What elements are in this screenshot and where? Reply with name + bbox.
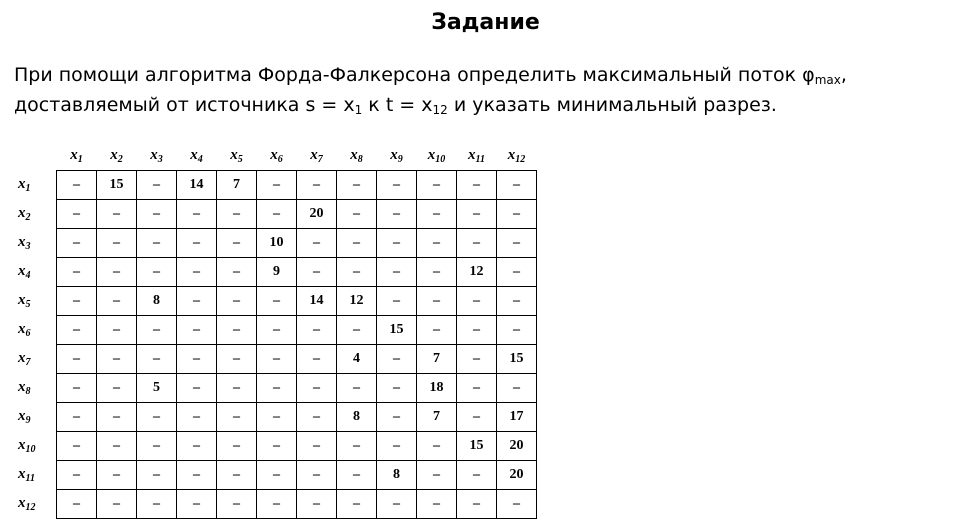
matrix-cell: 8 bbox=[377, 461, 417, 490]
matrix-cell: – bbox=[337, 171, 377, 200]
column-header bbox=[137, 142, 177, 171]
matrix-cell: – bbox=[97, 200, 137, 229]
row-header bbox=[14, 287, 57, 316]
row-header-index: 6 bbox=[25, 328, 31, 339]
matrix-cell: – bbox=[137, 316, 177, 345]
table-row bbox=[14, 171, 537, 200]
matrix-cell: – bbox=[137, 432, 177, 461]
row-header-index: 2 bbox=[25, 212, 31, 223]
column-header-index: 3 bbox=[157, 154, 163, 165]
matrix-cell: – bbox=[417, 490, 457, 519]
matrix-cell: 17 bbox=[497, 403, 537, 432]
matrix-cell: 20 bbox=[297, 200, 337, 229]
matrix-cell: – bbox=[217, 287, 257, 316]
matrix-cell: – bbox=[177, 200, 217, 229]
matrix-cell: – bbox=[457, 461, 497, 490]
matrix-cell: – bbox=[377, 432, 417, 461]
matrix-cell: – bbox=[177, 432, 217, 461]
row-header-var: x bbox=[18, 495, 26, 511]
row-header bbox=[14, 229, 57, 258]
matrix-cell: – bbox=[57, 490, 97, 519]
capacity-matrix bbox=[14, 142, 537, 519]
column-header-index: 1 bbox=[77, 154, 83, 165]
row-header-var: x bbox=[18, 205, 26, 221]
sink-subscript: 12 bbox=[432, 103, 448, 117]
column-header-var: x bbox=[270, 147, 278, 163]
matrix-cell: – bbox=[457, 200, 497, 229]
matrix-cell: – bbox=[337, 229, 377, 258]
matrix-cell: – bbox=[177, 374, 217, 403]
task-line-2-text-a: доставляемый от источника s = x bbox=[14, 94, 355, 116]
matrix-cell: – bbox=[257, 200, 297, 229]
matrix-cell: – bbox=[497, 316, 537, 345]
matrix-cell: – bbox=[217, 229, 257, 258]
matrix-cell: – bbox=[337, 374, 377, 403]
column-header bbox=[417, 142, 457, 171]
row-header-var: x bbox=[18, 292, 26, 308]
column-header bbox=[57, 142, 97, 171]
matrix-cell: – bbox=[137, 403, 177, 432]
row-header bbox=[14, 345, 57, 374]
matrix-cell: – bbox=[177, 316, 217, 345]
row-header-index: 1 bbox=[25, 183, 31, 194]
column-header bbox=[377, 142, 417, 171]
matrix-cell: – bbox=[177, 287, 217, 316]
matrix-cell: 7 bbox=[417, 403, 457, 432]
matrix-cell: – bbox=[417, 258, 457, 287]
matrix-cell: 20 bbox=[497, 461, 537, 490]
table-row bbox=[14, 490, 537, 519]
column-header bbox=[177, 142, 217, 171]
table-row bbox=[14, 461, 537, 490]
matrix-cell: – bbox=[417, 171, 457, 200]
matrix-cell: 12 bbox=[337, 287, 377, 316]
row-header-index: 9 bbox=[25, 415, 31, 426]
matrix-cell: – bbox=[217, 200, 257, 229]
matrix-cell: – bbox=[297, 432, 337, 461]
task-statement bbox=[14, 60, 874, 120]
matrix-cell: 7 bbox=[417, 345, 457, 374]
matrix-cell: 10 bbox=[257, 229, 297, 258]
row-header-var: x bbox=[18, 234, 26, 250]
matrix-cell: – bbox=[57, 461, 97, 490]
matrix-cell: – bbox=[377, 403, 417, 432]
matrix-cell: – bbox=[97, 374, 137, 403]
matrix-cell: – bbox=[97, 403, 137, 432]
table-row bbox=[14, 403, 537, 432]
matrix-cell: 15 bbox=[377, 316, 417, 345]
matrix-cell: – bbox=[417, 200, 457, 229]
table-row bbox=[14, 316, 537, 345]
matrix-cell: – bbox=[297, 229, 337, 258]
matrix-cell: – bbox=[57, 345, 97, 374]
matrix-cell: – bbox=[257, 490, 297, 519]
column-header-var: x bbox=[190, 147, 198, 163]
matrix-cell: – bbox=[337, 258, 377, 287]
row-header-index: 5 bbox=[25, 299, 31, 310]
matrix-cell: – bbox=[497, 490, 537, 519]
matrix-cell: – bbox=[297, 258, 337, 287]
matrix-cell: – bbox=[297, 374, 337, 403]
matrix-cell: – bbox=[417, 461, 457, 490]
matrix-body bbox=[14, 171, 537, 519]
matrix-cell: – bbox=[137, 345, 177, 374]
capacity-table bbox=[14, 142, 537, 519]
task-line-2-text-b: к t = x bbox=[362, 94, 433, 116]
column-header-index: 8 bbox=[357, 154, 363, 165]
task-line-1-text: При помощи алгоритма Форда-Фалкерсона определить максимальный поток φ bbox=[14, 64, 815, 86]
matrix-cell: – bbox=[497, 258, 537, 287]
matrix-cell: 20 bbox=[497, 432, 537, 461]
row-header bbox=[14, 432, 57, 461]
matrix-cell: – bbox=[257, 461, 297, 490]
row-header-index: 7 bbox=[25, 357, 31, 368]
matrix-cell: – bbox=[377, 258, 417, 287]
matrix-cell: – bbox=[97, 490, 137, 519]
matrix-cell: – bbox=[497, 229, 537, 258]
column-header-var: x bbox=[350, 147, 358, 163]
column-header bbox=[337, 142, 377, 171]
matrix-cell: – bbox=[217, 345, 257, 374]
row-header-index: 10 bbox=[25, 444, 36, 455]
matrix-cell: – bbox=[297, 490, 337, 519]
matrix-cell: – bbox=[377, 229, 417, 258]
matrix-cell: – bbox=[97, 461, 137, 490]
column-header-var: x bbox=[110, 147, 118, 163]
matrix-cell: 7 bbox=[217, 171, 257, 200]
row-header bbox=[14, 461, 57, 490]
column-header-var: x bbox=[468, 147, 476, 163]
matrix-cell: – bbox=[417, 229, 457, 258]
row-header bbox=[14, 403, 57, 432]
matrix-cell: – bbox=[137, 490, 177, 519]
matrix-cell: – bbox=[177, 345, 217, 374]
row-header-index: 4 bbox=[25, 270, 31, 281]
matrix-cell: – bbox=[137, 461, 177, 490]
row-header-index: 11 bbox=[25, 473, 35, 484]
column-header-index: 2 bbox=[117, 154, 123, 165]
source-subscript: 1 bbox=[354, 103, 363, 117]
matrix-cell: 12 bbox=[457, 258, 497, 287]
row-header bbox=[14, 490, 57, 519]
matrix-cell: – bbox=[97, 345, 137, 374]
row-header bbox=[14, 258, 57, 287]
matrix-cell: – bbox=[457, 374, 497, 403]
row-header-var: x bbox=[18, 321, 26, 337]
row-header-var: x bbox=[18, 408, 26, 424]
matrix-cell: – bbox=[297, 403, 337, 432]
task-line-2-text-c: и указать минимальный разрез. bbox=[447, 94, 777, 116]
matrix-cell: – bbox=[497, 200, 537, 229]
matrix-cell: – bbox=[217, 490, 257, 519]
matrix-cell: – bbox=[337, 316, 377, 345]
column-header-var: x bbox=[310, 147, 318, 163]
matrix-cell: – bbox=[57, 432, 97, 461]
matrix-cell: – bbox=[377, 345, 417, 374]
matrix-cell: – bbox=[57, 229, 97, 258]
matrix-cell: – bbox=[257, 432, 297, 461]
row-header-index: 12 bbox=[25, 502, 36, 513]
row-header bbox=[14, 316, 57, 345]
column-header-var: x bbox=[427, 147, 436, 163]
matrix-cell: – bbox=[257, 171, 297, 200]
column-header-index: 12 bbox=[515, 154, 526, 165]
matrix-cell: – bbox=[457, 171, 497, 200]
task-line-1 bbox=[14, 60, 874, 90]
matrix-cell: – bbox=[97, 316, 137, 345]
matrix-cell: – bbox=[257, 374, 297, 403]
matrix-cell: – bbox=[137, 229, 177, 258]
column-header bbox=[497, 142, 537, 171]
matrix-cell: – bbox=[297, 345, 337, 374]
matrix-cell: – bbox=[57, 200, 97, 229]
column-header bbox=[97, 142, 137, 171]
matrix-cell: – bbox=[177, 229, 217, 258]
matrix-cell: – bbox=[337, 490, 377, 519]
column-header-index: 4 bbox=[197, 154, 203, 165]
table-row bbox=[14, 287, 537, 316]
matrix-cell: – bbox=[297, 461, 337, 490]
matrix-cell: 5 bbox=[137, 374, 177, 403]
matrix-cell: – bbox=[137, 171, 177, 200]
column-header-index: 7 bbox=[317, 154, 323, 165]
row-header bbox=[14, 200, 57, 229]
column-header-index: 6 bbox=[277, 154, 283, 165]
matrix-cell: – bbox=[457, 345, 497, 374]
column-header-var: x bbox=[390, 147, 398, 163]
matrix-cell: – bbox=[57, 374, 97, 403]
matrix-cell: – bbox=[457, 490, 497, 519]
matrix-cell: – bbox=[97, 287, 137, 316]
matrix-cell: – bbox=[257, 287, 297, 316]
page-title: Задание bbox=[431, 10, 540, 35]
matrix-cell: – bbox=[417, 432, 457, 461]
task-line-1-comma: , bbox=[840, 64, 847, 86]
matrix-cell: – bbox=[457, 316, 497, 345]
matrix-cell: – bbox=[177, 461, 217, 490]
matrix-cell: – bbox=[257, 316, 297, 345]
column-header bbox=[457, 142, 497, 171]
matrix-cell: – bbox=[377, 287, 417, 316]
row-header bbox=[14, 171, 57, 200]
column-header-index: 5 bbox=[237, 154, 243, 165]
matrix-cell: – bbox=[497, 374, 537, 403]
matrix-cell: – bbox=[337, 200, 377, 229]
matrix-cell: – bbox=[57, 258, 97, 287]
matrix-cell: – bbox=[257, 345, 297, 374]
matrix-cell: – bbox=[417, 316, 457, 345]
table-row bbox=[14, 345, 537, 374]
matrix-cell: – bbox=[337, 432, 377, 461]
column-header bbox=[257, 142, 297, 171]
matrix-cell: – bbox=[217, 432, 257, 461]
row-header-var: x bbox=[18, 437, 26, 453]
matrix-cell: – bbox=[377, 171, 417, 200]
phi-subscript: max bbox=[814, 73, 841, 87]
matrix-cell: – bbox=[217, 403, 257, 432]
matrix-cell: – bbox=[457, 287, 497, 316]
column-header-var: x bbox=[70, 147, 78, 163]
matrix-cell: – bbox=[217, 461, 257, 490]
header-row bbox=[14, 142, 537, 171]
column-header-var: x bbox=[230, 147, 238, 163]
matrix-cell: – bbox=[497, 287, 537, 316]
column-header-index: 11 bbox=[475, 154, 485, 165]
matrix-cell: – bbox=[297, 316, 337, 345]
matrix-cell: – bbox=[137, 258, 177, 287]
matrix-cell: – bbox=[177, 403, 217, 432]
matrix-cell: – bbox=[57, 316, 97, 345]
matrix-cell: 8 bbox=[337, 403, 377, 432]
matrix-cell: – bbox=[417, 287, 457, 316]
matrix-cell: 4 bbox=[337, 345, 377, 374]
table-row bbox=[14, 200, 537, 229]
matrix-cell: – bbox=[97, 229, 137, 258]
matrix-cell: – bbox=[97, 258, 137, 287]
row-header-var: x bbox=[18, 350, 26, 366]
matrix-cell: – bbox=[377, 490, 417, 519]
matrix-cell: 14 bbox=[297, 287, 337, 316]
matrix-cell: – bbox=[57, 287, 97, 316]
matrix-cell: – bbox=[217, 258, 257, 287]
matrix-cell: – bbox=[377, 374, 417, 403]
matrix-cell: 15 bbox=[97, 171, 137, 200]
row-header-var: x bbox=[18, 466, 26, 482]
matrix-cell: – bbox=[457, 403, 497, 432]
matrix-cell: – bbox=[57, 171, 97, 200]
matrix-cell: – bbox=[497, 171, 537, 200]
row-header-index: 8 bbox=[25, 386, 31, 397]
matrix-cell: – bbox=[177, 258, 217, 287]
table-row bbox=[14, 229, 537, 258]
matrix-cell: – bbox=[297, 171, 337, 200]
column-header-var: x bbox=[150, 147, 158, 163]
row-header-var: x bbox=[18, 379, 26, 395]
task-line-2 bbox=[14, 90, 874, 120]
column-header-index: 9 bbox=[397, 154, 403, 165]
table-row bbox=[14, 432, 537, 461]
matrix-cell: 18 bbox=[417, 374, 457, 403]
matrix-cell: – bbox=[177, 490, 217, 519]
matrix-cell: – bbox=[217, 316, 257, 345]
row-header-var: x bbox=[18, 176, 26, 192]
row-header bbox=[14, 374, 57, 403]
matrix-cell: – bbox=[57, 403, 97, 432]
row-header-index: 3 bbox=[25, 241, 31, 252]
matrix-cell: – bbox=[217, 374, 257, 403]
matrix-cell: – bbox=[377, 200, 417, 229]
column-header bbox=[217, 142, 257, 171]
table-row bbox=[14, 374, 537, 403]
corner-cell bbox=[14, 142, 57, 171]
matrix-cell: 14 bbox=[177, 171, 217, 200]
matrix-cell: – bbox=[457, 229, 497, 258]
table-row bbox=[14, 258, 537, 287]
matrix-cell: 15 bbox=[457, 432, 497, 461]
matrix-cell: – bbox=[257, 403, 297, 432]
column-header-var: x bbox=[507, 147, 516, 163]
matrix-cell: 8 bbox=[137, 287, 177, 316]
matrix-cell: – bbox=[337, 461, 377, 490]
matrix-cell: 15 bbox=[497, 345, 537, 374]
matrix-cell: – bbox=[137, 200, 177, 229]
matrix-cell: 9 bbox=[257, 258, 297, 287]
column-header-index: 10 bbox=[435, 154, 446, 165]
column-header bbox=[297, 142, 337, 171]
row-header-var: x bbox=[18, 263, 26, 279]
matrix-cell: – bbox=[97, 432, 137, 461]
